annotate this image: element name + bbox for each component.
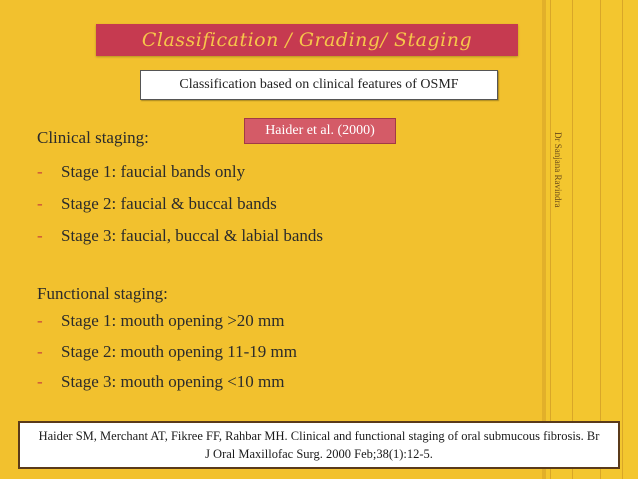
clinical-stage-item [37,162,245,182]
functional-stage-item [37,342,297,362]
decorative-side-strip [542,0,638,479]
clinical-staging-heading: Clinical staging: [37,128,149,147]
author-badge: Haider et al. (2000) [244,118,396,144]
bullet-dash: - [37,342,43,361]
vertical-author-text: Dr Sanjana Ravindra [553,132,563,208]
strip-line [572,0,573,479]
stage-text: Stage 3: faucial, buccal & labial bands [61,226,323,245]
stage-text: Stage 3: mouth opening <10 mm [61,372,285,391]
stage-text: Stage 1: mouth opening >20 mm [61,311,285,330]
bullet-dash: - [37,226,43,245]
stage-text: Stage 1: faucial bands only [61,162,246,181]
clinical-stage-item [37,194,277,214]
citation-box [18,421,620,469]
bullet-dash: - [37,194,43,213]
functional-staging-heading: Functional staging: [37,284,168,303]
slide-subtitle: Classification based on clinical features of OSMF [140,70,498,100]
stage-text: Stage 2: faucial & buccal bands [61,194,277,213]
strip-line [600,0,601,479]
strip-line [550,0,551,479]
strip-line [622,0,623,479]
slide-title: Classification / Grading/ Staging [96,24,518,56]
functional-stage-item [37,311,285,331]
bullet-dash: - [37,162,43,181]
clinical-stage-item [37,226,323,246]
bullet-dash: - [37,311,43,330]
bullet-dash: - [37,372,43,391]
citation-text: Haider SM, Merchant AT, Fikree FF, Rahbar MH. Clinical and functional staging of oral submucous fibrosis. Br J Oral Maxillofac Surg. 2000 Feb;38(1):12-5. [38,429,600,461]
strip-edge [542,0,546,479]
functional-stage-item [37,372,285,392]
stage-text: Stage 2: mouth opening 11-19 mm [61,342,297,361]
